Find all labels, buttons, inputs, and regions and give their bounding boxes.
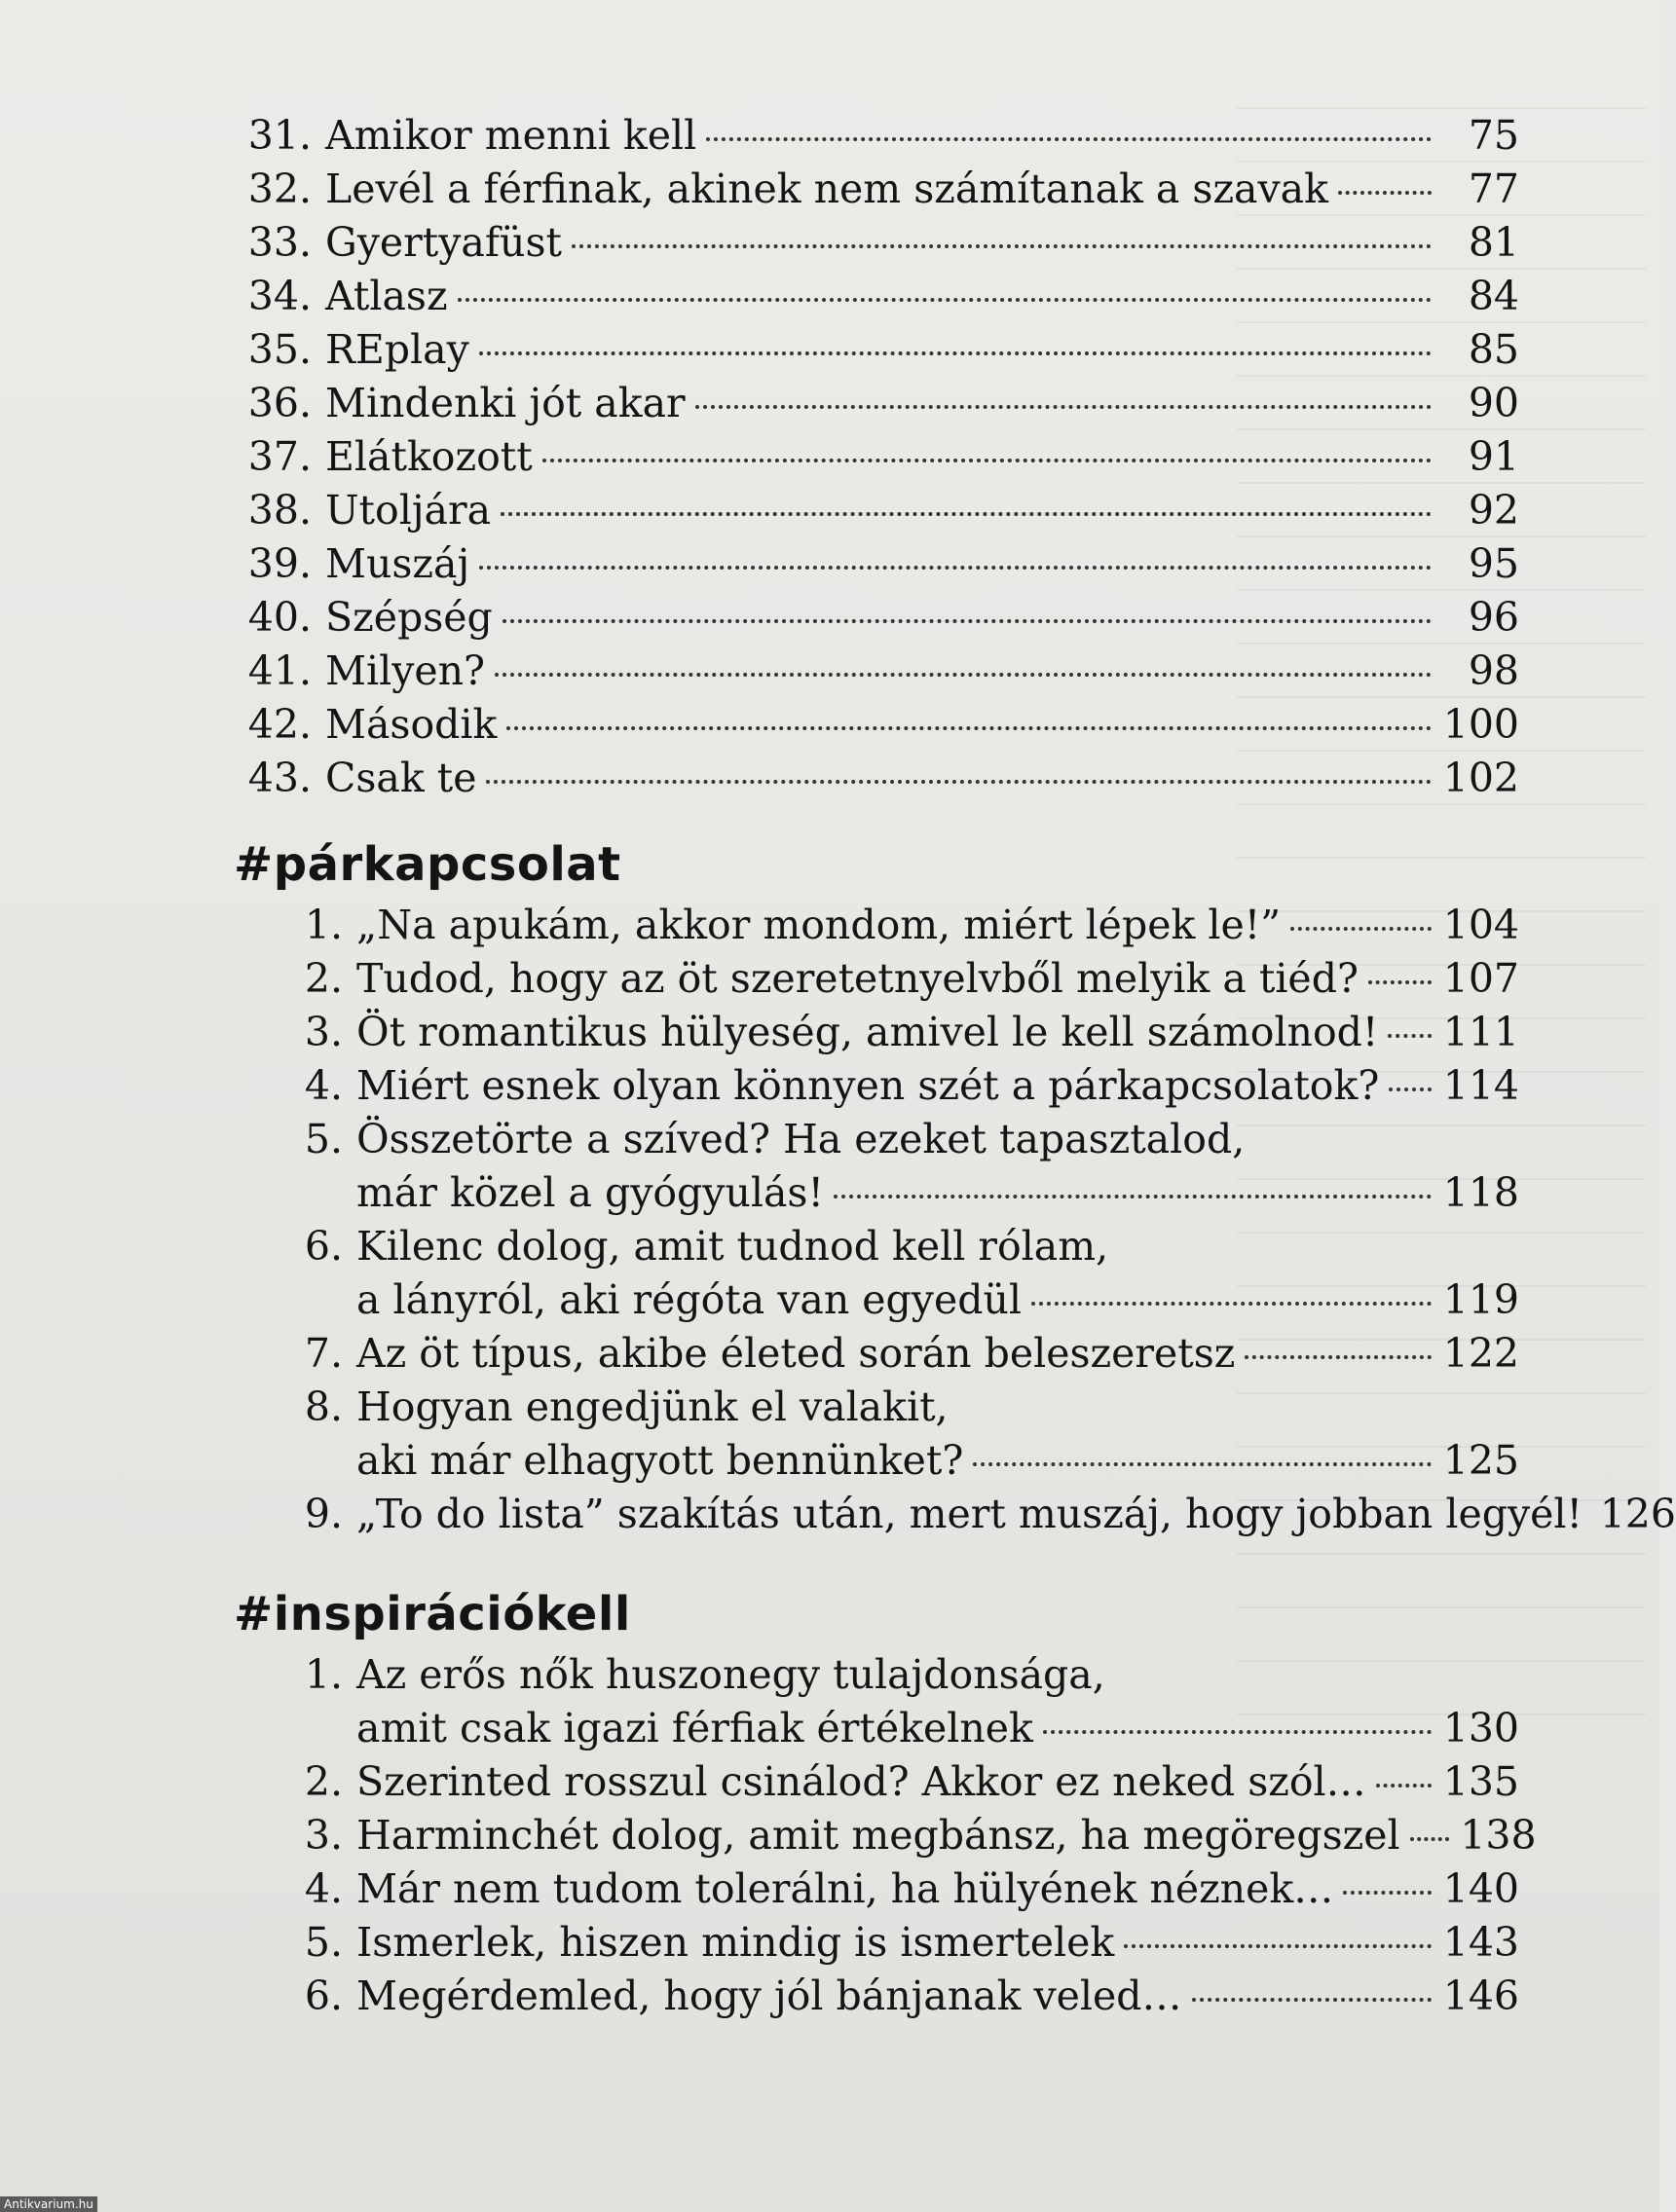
entry-number: 32.: [247, 166, 312, 212]
entry-number: 1.: [304, 1651, 343, 1698]
entry-page: 98: [1468, 647, 1519, 694]
entry-page: 122: [1442, 1330, 1519, 1377]
entry-number: 39.: [247, 540, 312, 587]
entry-page: 119: [1442, 1276, 1519, 1323]
entry-number: 41.: [247, 647, 312, 694]
leader-dots: [1245, 1355, 1432, 1359]
toc-entry: [234, 163, 1519, 216]
leader-dots: [973, 1462, 1432, 1466]
section-heading: #inspirációkell: [234, 1587, 631, 1641]
leader-dots: [501, 512, 1432, 516]
entry-title: Szerinted rosszul csinálod? Akkor ez neked szól…: [356, 1758, 1366, 1805]
leader-dots: [479, 566, 1432, 570]
entry-title: Öt romantikus hülyeség, amivel le kell számolnod!: [356, 1009, 1379, 1055]
leader-dots: [834, 1195, 1432, 1198]
toc-entry: [234, 377, 1519, 430]
toc-entry-continuation: [234, 1273, 1519, 1327]
entry-title: Az erős nők huszonegy tulajdonsága,: [356, 1651, 1105, 1698]
entry-number: 3.: [304, 1812, 343, 1859]
entry-page: 91: [1468, 433, 1519, 480]
entry-page: 125: [1442, 1437, 1519, 1484]
entry-page: 138: [1460, 1812, 1537, 1859]
entry-title: Kilenc dolog, amit tudnod kell rólam,: [356, 1223, 1109, 1270]
entry-page: 96: [1468, 594, 1519, 641]
entry-page: 111: [1442, 1009, 1519, 1055]
section-heading: #párkapcsolat: [234, 837, 621, 892]
entry-number: 9.: [304, 1491, 343, 1537]
entry-title: „To do lista” szakítás után, mert muszáj, hogy jobban legyél!: [356, 1491, 1583, 1537]
entry-title: Gyertyafüst: [325, 219, 562, 266]
leader-dots: [1043, 1730, 1432, 1734]
entry-page: 118: [1442, 1169, 1519, 1216]
entry-title-line2: aki már elhagyott bennünket?: [356, 1437, 964, 1484]
entry-title: Már nem tudom tolerálni, ha hülyének néznek…: [356, 1865, 1334, 1912]
entry-number: 37.: [247, 433, 312, 480]
entry-title: Levél a férfinak, akinek nem számítanak a szavak: [325, 166, 1328, 212]
toc-entry: [234, 1059, 1519, 1113]
entry-number: 2.: [304, 1758, 343, 1805]
toc-entry: [234, 1648, 1519, 1702]
toc-entry: [234, 752, 1519, 805]
entry-number: 3.: [304, 1009, 343, 1055]
leader-dots: [1192, 1998, 1432, 2002]
entry-title-line2: amit csak igazi férfiak értékelnek: [356, 1705, 1033, 1751]
toc-entry: [234, 537, 1519, 591]
toc-entry: [234, 430, 1519, 484]
entry-page: 104: [1442, 902, 1519, 948]
entry-number: 43.: [247, 755, 312, 801]
toc-entry-continuation: [234, 1166, 1519, 1220]
leader-dots: [458, 298, 1432, 302]
toc-entry-continuation: [234, 1434, 1519, 1488]
entry-title: Összetörte a szíved? Ha ezeket tapasztalod,: [356, 1116, 1246, 1162]
leader-dots: [695, 405, 1432, 409]
entry-page: 75: [1468, 112, 1519, 159]
toc-entry: [234, 1916, 1519, 1970]
entry-page: 95: [1468, 540, 1519, 587]
entry-page: 126: [1599, 1491, 1676, 1537]
watermark: Antikvarium.hu: [0, 2196, 97, 2212]
leader-dots: [486, 780, 1432, 784]
entry-title: Tudod, hogy az öt szeretetnyelvből melyik a tiéd?: [356, 955, 1359, 1002]
entry-title: Ismerlek, hiszen mindig is ismertelek: [356, 1919, 1115, 1966]
toc-entry: [234, 899, 1519, 952]
entry-number: 6.: [304, 1223, 343, 1270]
leader-dots: [1410, 1837, 1449, 1841]
entry-page: 146: [1442, 1972, 1519, 2019]
leader-dots: [542, 459, 1432, 462]
entry-title-line2: már közel a gyógyulás!: [356, 1169, 824, 1216]
entry-title: Milyen?: [325, 647, 486, 694]
leader-dots: [1376, 1784, 1432, 1788]
entry-page: 77: [1468, 166, 1519, 212]
entry-page: 130: [1442, 1705, 1519, 1751]
leader-dots: [503, 619, 1432, 623]
entry-title: REplay: [325, 326, 469, 373]
entry-page: 107: [1442, 955, 1519, 1002]
section-inspiraciokell: [234, 1580, 1537, 2023]
toc-entry: [234, 323, 1519, 377]
toc-list-continued: [234, 109, 1519, 805]
entry-number: 6.: [304, 1972, 343, 2019]
toc-entry: [234, 216, 1519, 270]
entry-number: 5.: [304, 1919, 343, 1966]
toc-entry: [234, 1327, 1519, 1381]
entry-number: 31.: [247, 112, 312, 159]
entry-page: 102: [1442, 755, 1519, 801]
entry-page: 140: [1442, 1865, 1519, 1912]
leader-dots: [1343, 1891, 1432, 1895]
toc-entry: [234, 484, 1519, 537]
entry-page: 92: [1468, 487, 1519, 534]
entry-page: 85: [1468, 326, 1519, 373]
toc-entry: [234, 1488, 1676, 1541]
entry-number: 42.: [247, 701, 312, 748]
toc-entry: [234, 1755, 1519, 1809]
leader-dots: [1368, 980, 1432, 984]
toc-entry: [234, 109, 1519, 163]
entry-title: Miért esnek olyan könnyen szét a párkapcsolatok?: [356, 1062, 1380, 1109]
toc-entry-continuation: [234, 1702, 1519, 1755]
entry-number: 33.: [247, 219, 312, 266]
entry-title: Harminchét dolog, amit megbánsz, ha megöregszel: [356, 1812, 1400, 1859]
leader-dots: [479, 351, 1432, 355]
toc-entry: [234, 1006, 1519, 1059]
toc-entry: [234, 1809, 1537, 1862]
entry-title: Amikor menni kell: [325, 112, 697, 159]
entry-number: 2.: [304, 955, 343, 1002]
entry-number: 5.: [304, 1116, 343, 1162]
entry-number: 4.: [304, 1062, 343, 1109]
entry-title: „Na apukám, akkor mondom, miért lépek le!”: [356, 902, 1282, 948]
entry-number: 34.: [247, 273, 312, 319]
entry-title: Második: [325, 701, 498, 748]
leader-dots: [1124, 1944, 1432, 1948]
toc-entry: [234, 1220, 1519, 1273]
leader-dots: [506, 726, 1432, 730]
leader-dots: [1031, 1302, 1432, 1306]
leader-dots: [706, 137, 1432, 141]
entry-page: 114: [1442, 1062, 1519, 1109]
entry-number: 38.: [247, 487, 312, 534]
toc-entry: [234, 1862, 1519, 1916]
toc-entry: [234, 1381, 1519, 1434]
entry-title: Mindenki jót akar: [325, 380, 686, 426]
entry-title: Elátkozott: [325, 433, 533, 480]
leader-dots: [1290, 927, 1432, 931]
table-of-contents: [234, 109, 1676, 2023]
entry-page: 90: [1468, 380, 1519, 426]
entry-title: Muszáj: [325, 540, 470, 587]
entry-title: Csak te: [325, 755, 477, 801]
toc-entry: [234, 1970, 1519, 2023]
entry-number: 4.: [304, 1865, 343, 1912]
entry-title: Utoljára: [325, 487, 492, 534]
entry-title: Megérdemled, hogy jól bánjanak veled…: [356, 1972, 1182, 2019]
toc-entry: [234, 645, 1519, 698]
entry-title-line2: a lányról, aki régóta van egyedül: [356, 1276, 1022, 1323]
entry-title: Hogyan engedjünk el valakit,: [356, 1383, 949, 1430]
toc-entry: [234, 952, 1519, 1006]
entry-number: 1.: [304, 902, 343, 948]
toc-entry: [234, 591, 1519, 645]
toc-entry: [234, 698, 1519, 752]
entry-page: 100: [1442, 701, 1519, 748]
entry-number: 35.: [247, 326, 312, 373]
toc-entry: [234, 1113, 1519, 1166]
entry-page: 81: [1468, 219, 1519, 266]
entry-page: 84: [1468, 273, 1519, 319]
leader-dots: [495, 673, 1432, 677]
leader-dots: [572, 244, 1432, 248]
entry-number: 40.: [247, 594, 312, 641]
toc-entry: [234, 270, 1519, 323]
leader-dots: [1388, 1034, 1432, 1038]
leader-dots: [1338, 191, 1432, 195]
entry-title: Szépség: [325, 594, 493, 641]
entry-number: 7.: [304, 1330, 343, 1377]
entry-number: 36.: [247, 380, 312, 426]
entry-title: Atlasz: [325, 273, 448, 319]
leader-dots: [1389, 1088, 1432, 1091]
entry-page: 143: [1442, 1919, 1519, 1966]
entry-title: Az öt típus, akibe életed során beleszeretsz: [356, 1330, 1236, 1377]
entry-page: 135: [1442, 1758, 1519, 1805]
entry-number: 8.: [304, 1383, 343, 1430]
section-parkapcsolat: [234, 830, 1676, 1541]
